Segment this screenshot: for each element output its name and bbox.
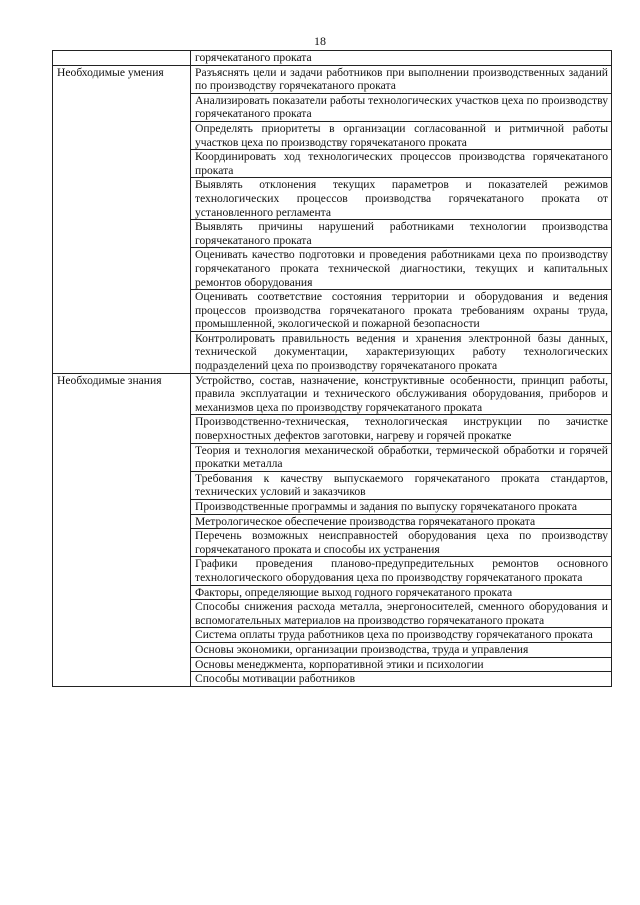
knowledge-item: Способы мотивации работников <box>191 672 612 687</box>
knowledge-item: Способы снижения расхода металла, энергоносителей, сменного оборудования и вспомогательных материалов на производство горячекатаного проката <box>191 600 612 628</box>
table-body <box>53 51 612 687</box>
table-row-continued <box>53 51 612 66</box>
knowledge-item: Требования к качеству выпускаемого горячекатаного проката стандартов, технических условий и заказчиков <box>191 471 612 499</box>
knowledge-item: Графики проведения планово-предупредительных ремонтов основного технологического оборудования цеха по производству горячекатаного проката <box>191 557 612 585</box>
knowledge-item: Перечень возможных неисправностей оборудования цеха по производству горячекатаного проката и способы их устранения <box>191 529 612 557</box>
skill-item: Контролировать правильность ведения и хранения электронной базы данных, технической документации, характеризующих работу технологических подразделений цеха по производству горячекатаного проката <box>191 331 612 373</box>
table-row <box>53 65 612 93</box>
table-row <box>53 373 612 415</box>
skill-item: Выявлять отклонения текущих параметров и показателей режимов технологических процессов производства горячекатаного проката от установленного регламента <box>191 178 612 220</box>
knowledge-item: Метрологическое обеспечение производства горячекатаного проката <box>191 514 612 529</box>
knowledge-item: Устройство, состав, назначение, конструктивные особенности, принцип работы, правила эксплуатации и технического обслуживания оборудования, приборов и механизмов цеха по производству горячекатаного проката <box>191 373 612 415</box>
skill-item: Координировать ход технологических процессов производства горячекатаного проката <box>191 150 612 178</box>
skill-item: Выявлять причины нарушений работниками технологии производства горячекатаного проката <box>191 220 612 248</box>
skill-item: Определять приоритеты в организации согласованной и ритмичной работы участков цеха по производству горячекатаного проката <box>191 121 612 149</box>
knowledge-item: Основы экономики, организации производства, труда и управления <box>191 642 612 657</box>
skill-item: Оценивать качество подготовки и проведения работниками цеха по производству горячекатаного проката технической диагностики, текущих и капитальных ремонтов оборудования <box>191 248 612 290</box>
skills-label: Необходимые умения <box>53 65 191 373</box>
continued-text-cell: горячекатаного проката <box>191 51 612 66</box>
page-number: 18 <box>314 34 326 48</box>
knowledge-item: Теория и технология механической обработки, термической обработки и горячей прокатки металла <box>191 443 612 471</box>
continued-label-cell <box>53 51 191 66</box>
skill-item: Оценивать соответствие состояния территории и оборудования и ведения процессов производства горячекатаного проката требованиям охраны труда, промышленной, экологической и пожарной безопасности <box>191 290 612 332</box>
knowledge-item: Производственные программы и задания по выпуску горячекатаного проката <box>191 500 612 515</box>
skill-item: Анализировать показатели работы технологических участков цеха по производству горячекатаного проката <box>191 93 612 121</box>
knowledge-item: Факторы, определяющие выход годного горячекатаного проката <box>191 585 612 600</box>
skill-item: Разъяснять цели и задачи работников при выполнении производственных заданий по производству горячекатаного проката <box>191 65 612 93</box>
knowledge-item: Основы менеджмента, корпоративной этики и психологии <box>191 657 612 672</box>
skills-knowledge-table <box>52 50 612 687</box>
knowledge-item: Производственно-техническая, технологическая инструкции по зачистке поверхностных дефектов заготовки, нагреву и горячей прокатке <box>191 415 612 443</box>
knowledge-item: Система оплаты труда работников цеха по производству горячекатаного проката <box>191 628 612 643</box>
knowledge-label: Необходимые знания <box>53 373 191 686</box>
